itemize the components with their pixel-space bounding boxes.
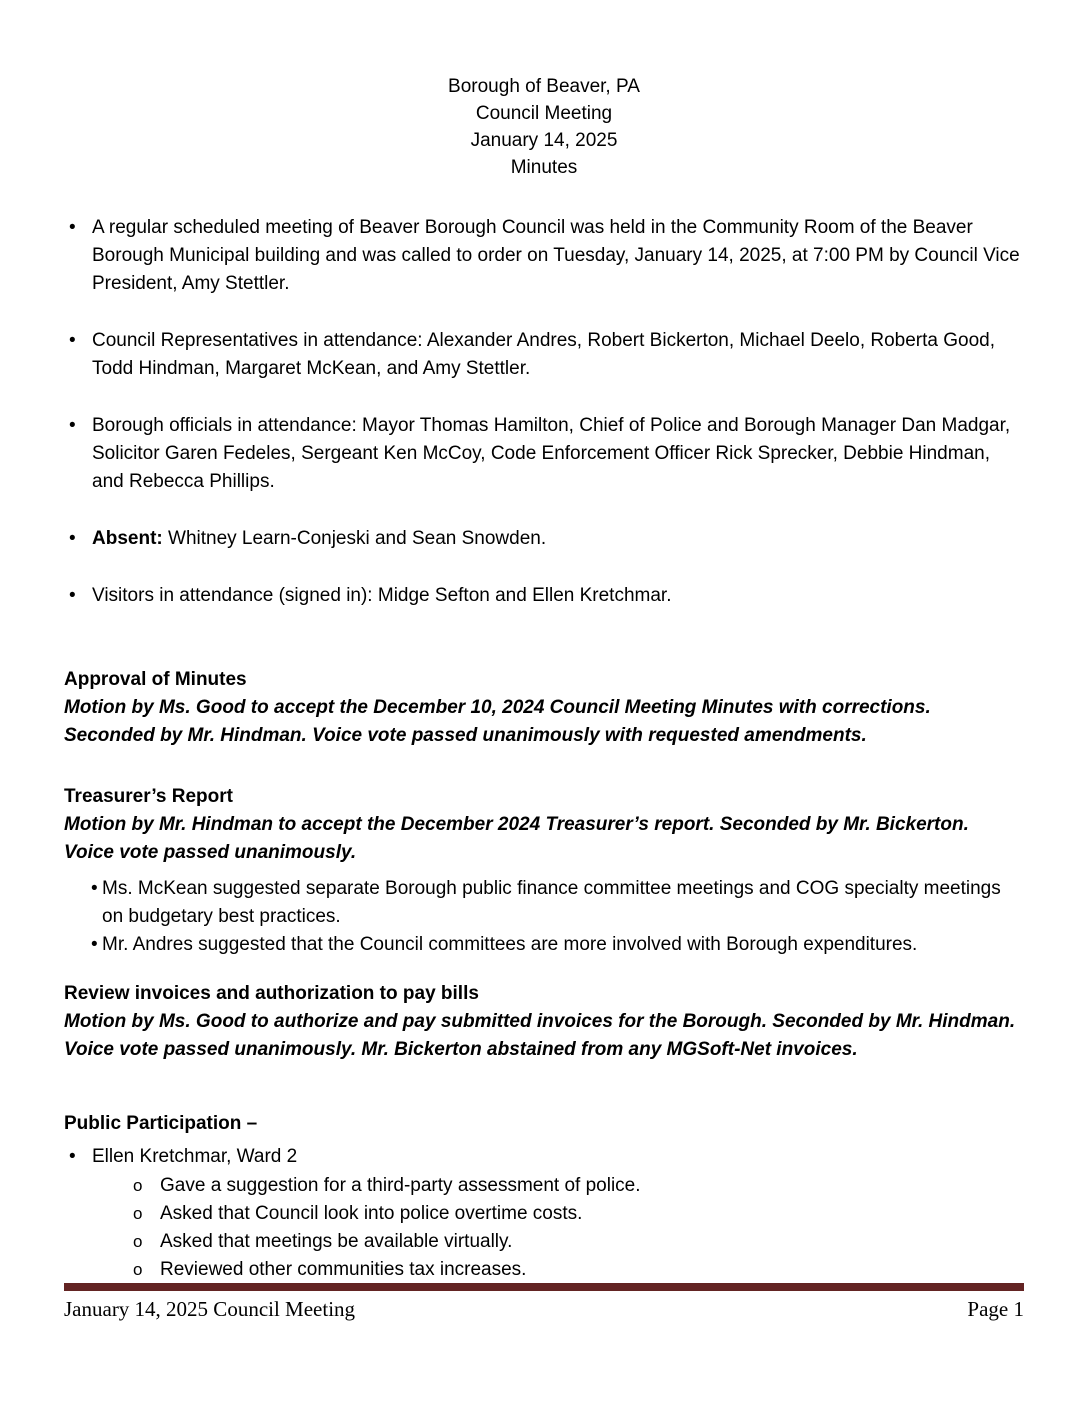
speaker-name: Ellen Kretchmar, Ward 2 <box>92 1146 298 1167</box>
list-item-text: Borough officials in attendance: Mayor Thomas Hamilton, Chief of Police and Borough Manager Dan Madgar, Solicitor Garen Fedeles, Sergeant Ken McCoy, Code Enforcement Officer Rick Sprecker, Debbie Hindman, and Rebecca Phillips. <box>92 415 1011 492</box>
list-item-text <box>92 525 1024 553</box>
bullet-icon: • <box>69 1146 76 1167</box>
absent-names: Whitney Learn-Conjeski and Sean Snowden. <box>162 528 547 549</box>
section-public-participation <box>64 1110 1024 1284</box>
treasurer-discussion-list <box>64 875 1024 959</box>
footer-row <box>64 1296 1024 1322</box>
motion-text: Motion by Mr. Hindman to accept the December 2024 Treasurer’s report. Seconded by Mr. Bickerton. Voice vote passed unanimously. <box>64 814 969 863</box>
list-item-visitors <box>64 582 1024 610</box>
bullet-icon: • <box>69 585 76 606</box>
speaker-points-list <box>64 1172 1024 1284</box>
list-item-text: Asked that Council look into police overtime costs. <box>160 1203 583 1224</box>
list-item-point <box>64 1256 1024 1284</box>
bullet-icon: • <box>69 528 76 549</box>
section-review-invoices <box>64 980 1024 1064</box>
section-approval-of-minutes <box>64 666 1024 750</box>
section-heading: Public Participation – <box>64 1113 258 1134</box>
doc-title-date: January 14, 2025 <box>470 130 618 151</box>
page-footer <box>64 1283 1024 1322</box>
footer-rule <box>64 1283 1024 1291</box>
list-item-text: Council Representatives in attendance: Alexander Andres, Robert Bickerton, Michael Deelo, Roberta Good, Todd Hindman, Margaret McKean, and Amy Stettler. <box>92 330 996 379</box>
doc-title-org: Borough of Beaver, PA <box>448 76 640 97</box>
list-item-point <box>64 1228 1024 1256</box>
section-heading: Treasurer’s Report <box>64 786 233 807</box>
circle-bullet-icon: o <box>133 1260 143 1279</box>
doc-title-minutes: Minutes <box>510 157 578 178</box>
list-item-point <box>64 1200 1024 1228</box>
list-item-text: Mr. Andres suggested that the Council committees are more involved with Borough expenditures. <box>102 934 918 955</box>
page-number: Page 1 <box>967 1297 1024 1321</box>
list-item-speaker <box>64 1143 1024 1171</box>
list-item-text: Visitors in attendance (signed in): Midge Sefton and Ellen Kretchmar. <box>92 585 672 606</box>
list-item-text: Reviewed other communities tax increases. <box>160 1259 527 1280</box>
list-item-borough-officials <box>64 412 1024 496</box>
list-item-meeting-call <box>64 214 1024 298</box>
bullet-icon: • <box>69 217 76 238</box>
list-item-point <box>64 1172 1024 1200</box>
bullet-icon: • <box>69 415 76 436</box>
document-header <box>64 73 1024 181</box>
list-item-text: Gave a suggestion for a third-party assessment of police. <box>160 1175 641 1196</box>
footer-meeting-title: January 14, 2025 Council Meeting <box>64 1297 356 1321</box>
list-item-council-representatives <box>64 327 1024 383</box>
bullet-icon: • <box>91 878 98 899</box>
absent-label: Absent: <box>92 528 163 549</box>
doc-title-type: Council Meeting <box>475 103 613 124</box>
list-item-text: Asked that meetings be available virtually. <box>160 1231 513 1252</box>
circle-bullet-icon: o <box>133 1176 143 1195</box>
list-item-text: A regular scheduled meeting of Beaver Borough Council was held in the Community Room of the Beaver Borough Municipal building and was called to order on Tuesday, January 14, 2025, at 7:00 PM by Council Vice President, Amy Stettler. <box>92 217 1020 294</box>
bullet-icon: • <box>91 934 98 955</box>
motion-text: Motion by Ms. Good to accept the December 10, 2024 Council Meeting Minutes with corrections. Seconded by Mr. Hindman. Voice vote passed unanimously with requested amendments. <box>64 697 931 746</box>
attendance-bullet-list <box>64 214 1024 610</box>
section-heading: Review invoices and authorization to pay bills <box>64 983 479 1004</box>
speaker-list <box>64 1143 1024 1171</box>
circle-bullet-icon: o <box>133 1232 143 1251</box>
list-item-mckean-suggestion <box>64 875 1024 931</box>
section-treasurers-report <box>64 783 1024 959</box>
motion-text: Motion by Ms. Good to authorize and pay submitted invoices for the Borough. Seconded by Mr. Hindman. Voice vote passed unanimously. Mr. Bickerton abstained from any MGSoft-Net invoices. <box>64 1011 1016 1060</box>
circle-bullet-icon: o <box>133 1204 143 1223</box>
list-item-andres-suggestion <box>64 931 1024 959</box>
list-item-absent <box>64 525 1024 553</box>
section-heading: Approval of Minutes <box>64 669 247 690</box>
list-item-text: Ms. McKean suggested separate Borough public finance committee meetings and COG specialty meetings on budgetary best practices. <box>102 878 1001 927</box>
bullet-icon: • <box>69 330 76 351</box>
